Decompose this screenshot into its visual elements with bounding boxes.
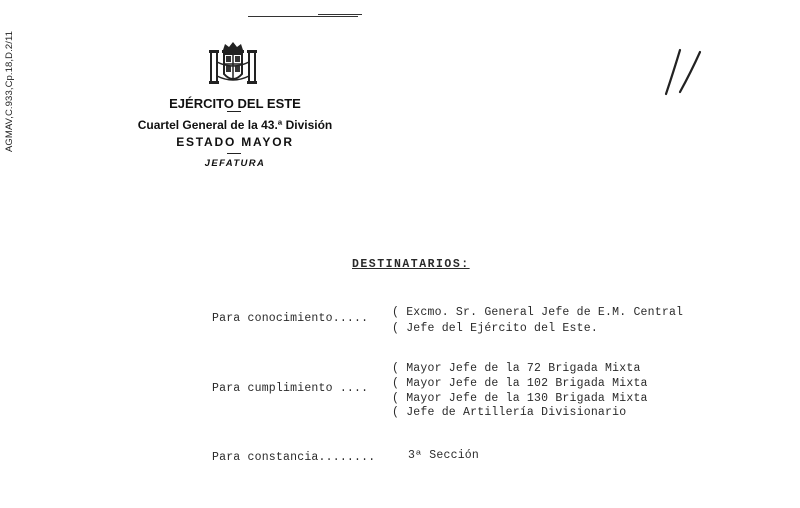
letterhead-staff: ESTADO MAYOR [176, 135, 294, 149]
letterhead-army: EJÉRCITO DEL ESTE [169, 96, 301, 111]
top-rule [248, 16, 358, 17]
top-rule-short [318, 14, 362, 15]
archive-reference: AGMAV,C.933,Cp.18,D.2/11 [4, 30, 15, 152]
letterhead-office: JEFATURA [204, 158, 266, 169]
distribution-heading: DESTINATARIOS: [352, 258, 470, 271]
recipient-line: ( Mayor Jefe de la 72 Brigada Mixta [392, 362, 641, 375]
group-label-record: Para constancia........ [212, 451, 376, 464]
recipient-line: ( Jefe de Artillería Divisionario [392, 406, 627, 419]
letterhead-divider [227, 111, 241, 112]
handwritten-mark [660, 48, 706, 96]
letterhead-headquarters: Cuartel General de la 43.ª División [137, 118, 333, 132]
recipient-line: ( Excmo. Sr. General Jefe de E.M. Central [392, 306, 684, 319]
letterhead-divider [227, 153, 241, 154]
group-label-compliance: Para cumplimiento .... [212, 382, 369, 395]
recipient-line: ( Mayor Jefe de la 130 Brigada Mixta [392, 392, 648, 405]
recipient-line: ( Mayor Jefe de la 102 Brigada Mixta [392, 377, 648, 390]
group-label-knowledge: Para conocimiento..... [212, 312, 369, 325]
coat-of-arms-icon [203, 40, 263, 94]
recipient-line: 3ª Sección [408, 449, 480, 462]
recipient-line: ( Jefe del Ejército del Este. [392, 322, 598, 335]
